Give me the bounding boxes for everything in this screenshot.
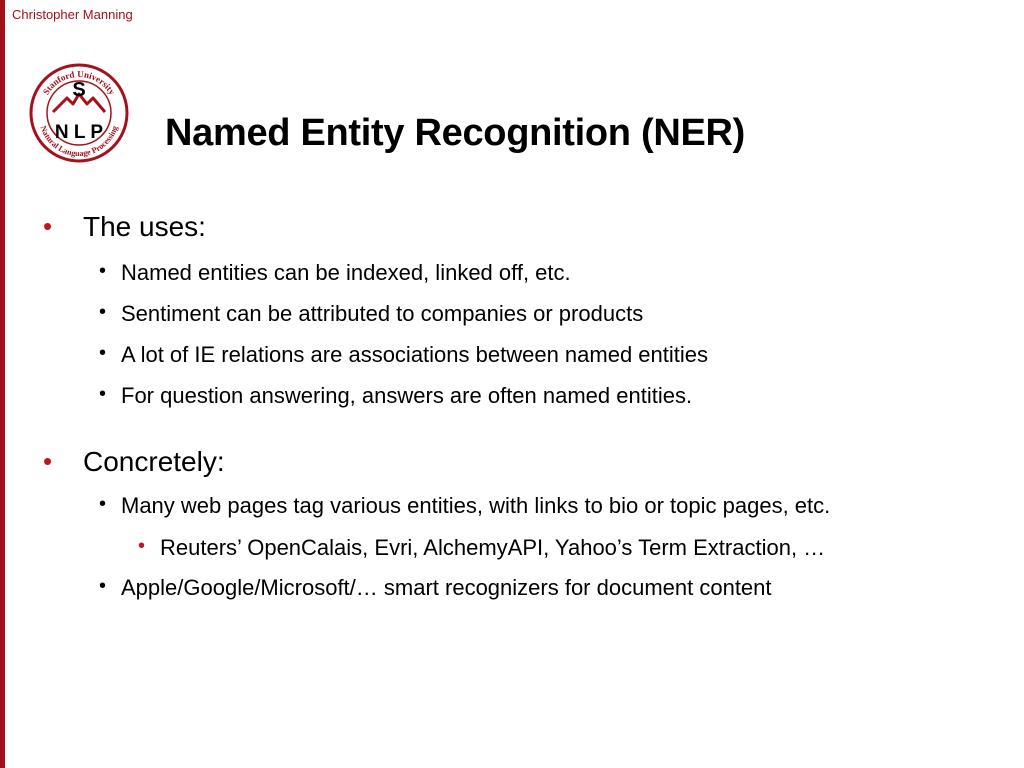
bullet-dot: • [99, 342, 107, 364]
logo-letters-nlp: N L P [54, 122, 104, 143]
logo-letter-s: S [72, 79, 86, 101]
stanford-nlp-logo-icon [29, 46, 129, 180]
list-item: • A lot of IE relations are associations between named entities [99, 342, 709, 367]
bullet-dot: • [99, 260, 107, 282]
left-accent-bar [0, 0, 5, 768]
section-heading-concretely: • Concretely: [43, 446, 225, 477]
bullet-dot: • [99, 301, 107, 323]
list-item: • Sentiment can be attributed to companies or products [99, 301, 644, 326]
bullet-dot: • [99, 383, 107, 405]
bullet-red-dot: • [43, 211, 53, 241]
slide-title: Named Entity Recognition (NER) [165, 112, 746, 154]
author-name: Christopher Manning [12, 7, 133, 22]
list-item: • Named entities can be indexed, linked off, etc. [99, 260, 571, 285]
bullet-dot: • [99, 493, 107, 515]
list-item: • Many web pages tag various entities, with links to bio or topic pages, etc. [99, 493, 831, 518]
section-heading-uses: • The uses: [43, 211, 206, 242]
bullet-dot: • [99, 575, 107, 597]
bullet-red-dot: • [43, 446, 53, 476]
list-item-nested: • Reuters’ OpenCalais, Evri, AlchemyAPI, Yahoo’s Term Extraction, … [138, 535, 826, 560]
list-item: • Apple/Google/Microsoft/… smart recognizers for document content [99, 575, 772, 600]
logo-ring-text-top: Stanford University [40, 68, 118, 97]
logo-ring-text-bottom: Natural Language Processing [38, 124, 120, 159]
bullet-red-dot: • [138, 535, 146, 557]
list-item: • For question answering, answers are often named entities. [99, 383, 693, 408]
